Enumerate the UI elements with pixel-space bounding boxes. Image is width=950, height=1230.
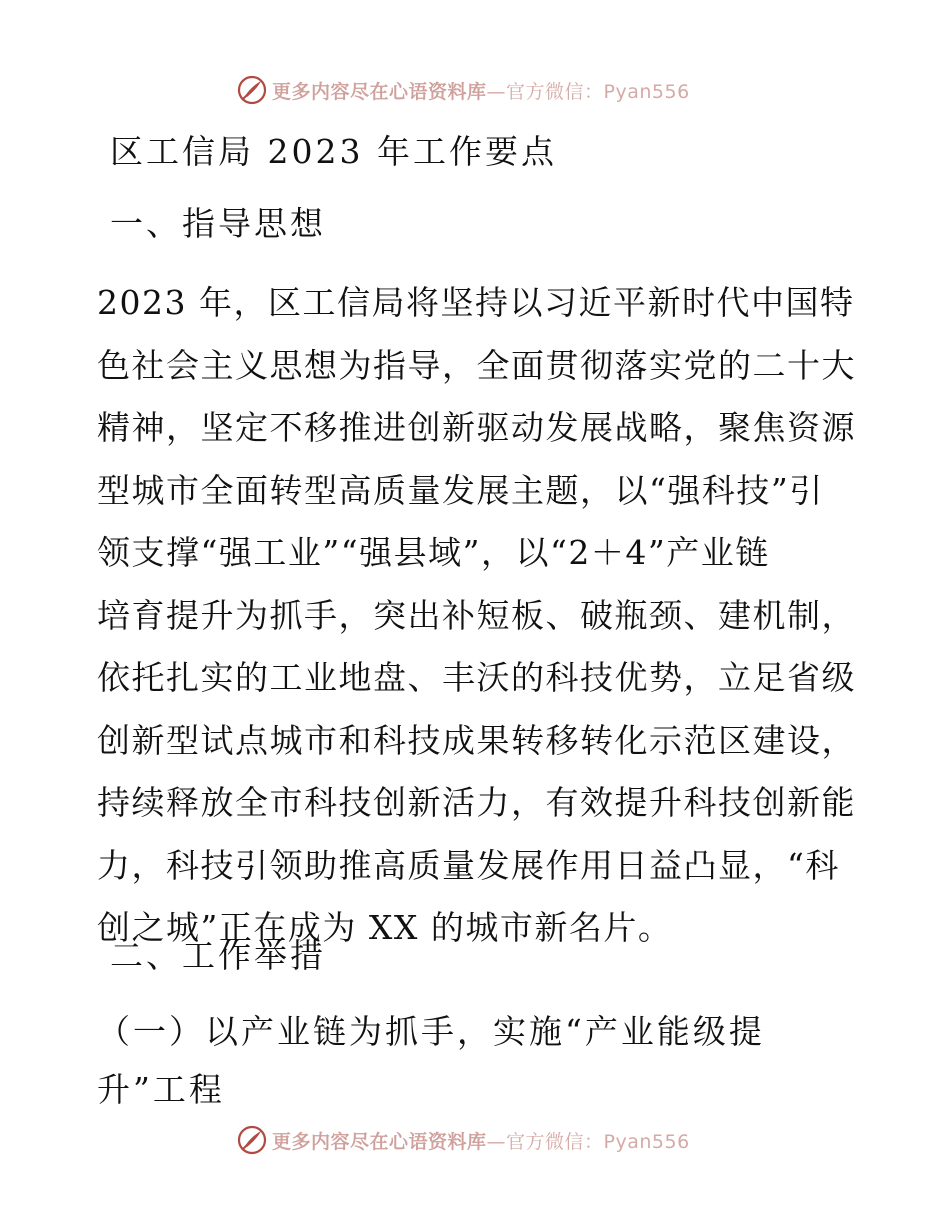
paragraph-line: 持续释放全市科技创新活力，有效提升科技创新能 bbox=[97, 783, 856, 822]
section1-paragraph bbox=[97, 272, 857, 960]
paragraph-line: 创之城”正在成为 XX 的城市新名片。 bbox=[97, 908, 673, 947]
watermark-text bbox=[272, 1127, 690, 1154]
paragraph-line: 2023 年，区工信局将坚持以习近平新时代中国特 bbox=[97, 283, 855, 322]
paragraph-line: 力，科技引领助推高质量发展作用日益凸显，“科 bbox=[97, 845, 840, 885]
paragraph-line: 色社会主义思想为指导，全面贯彻落实党的二十大 bbox=[97, 345, 856, 385]
subsection-heading-industry-chain bbox=[97, 1003, 857, 1119]
watermark-separator: — bbox=[486, 80, 507, 103]
quill-circle-logo-icon bbox=[236, 74, 268, 106]
watermark-banner-bottom bbox=[236, 1123, 690, 1157]
watermark-banner-top bbox=[236, 73, 690, 107]
subsection-line: （一）以产业链为抓手，实施“产业能级提 bbox=[97, 1012, 765, 1051]
paragraph-line: 型城市全面转型高质量发展主题，以“强科技”引 bbox=[97, 470, 824, 510]
document-title: 区工信局 2023 年工作要点 bbox=[110, 132, 557, 171]
paragraph-line: 领支撑“强工业”“强县域”，以“2＋4”产业链 bbox=[97, 533, 770, 572]
watermark-main-text: 更多内容尽在心语资料库 bbox=[272, 80, 487, 103]
watermark-main-text: 更多内容尽在心语资料库 bbox=[272, 1130, 487, 1153]
paragraph-line: 精神，坚定不移推进创新驱动发展战略，聚焦资源 bbox=[97, 408, 856, 447]
section-heading-work-measures: 二、工作举措 bbox=[110, 936, 326, 975]
quill-circle-logo-icon bbox=[236, 1124, 268, 1156]
section-heading-guiding-ideology: 一、指导思想 bbox=[110, 204, 326, 243]
paragraph-line: 依托扎实的工业地盘、丰沃的科技优势，立足省级 bbox=[97, 658, 856, 697]
watermark-wechat-text: 官方微信：Pyan556 bbox=[506, 1130, 690, 1153]
watermark-text bbox=[272, 77, 690, 104]
paragraph-line: 创新型试点城市和科技成果转移转化示范区建设， bbox=[97, 720, 856, 760]
subsection-line: 升”工程 bbox=[97, 1070, 225, 1109]
paragraph-line: 培育提升为抓手，突出补短板、破瓶颈、建机制， bbox=[97, 595, 856, 635]
watermark-wechat-text: 官方微信：Pyan556 bbox=[506, 80, 690, 103]
watermark-separator: — bbox=[486, 1130, 507, 1153]
